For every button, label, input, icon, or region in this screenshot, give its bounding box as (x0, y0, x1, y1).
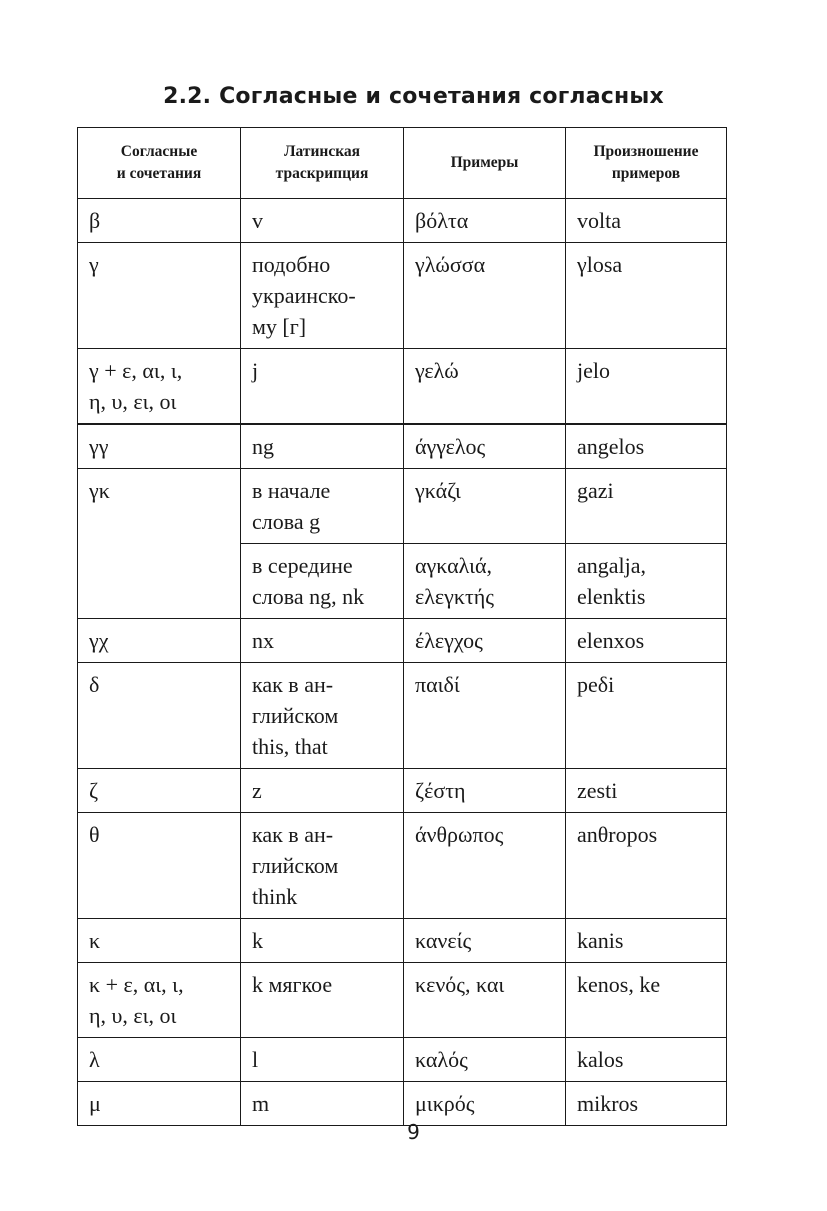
cell-line: γ + ε, αι, ι, (89, 358, 183, 383)
header-text: и сочетания (116, 165, 202, 182)
table-row (78, 813, 727, 919)
cell-letter: γκ (78, 469, 241, 619)
section-title: 2.2. Согласные и сочетания согласных (163, 84, 664, 109)
cell-line: в начале (252, 478, 331, 503)
header-text: Произношение (593, 143, 699, 160)
cell-example: κενός, και (404, 963, 566, 1038)
cell-line: му [г] (252, 314, 307, 339)
cell-letter: β (78, 199, 241, 243)
cell-line: αγκαλιά, (415, 553, 493, 578)
cell-line: глийском (252, 853, 339, 878)
table-row (78, 469, 727, 544)
cell-line: слова ng, nk (252, 584, 365, 609)
cell-letter: ζ (78, 769, 241, 813)
cell-line: слова g (252, 509, 321, 534)
cell-pronunciation: anθropos (566, 813, 727, 919)
cell-example: βόλτα (404, 199, 566, 243)
cell-pronunciation: volta (566, 199, 727, 243)
cell-line: подобно (252, 252, 331, 277)
header-examples (404, 128, 566, 199)
cell-pronunciation: elenxos (566, 619, 727, 663)
cell-example: παιδί (404, 663, 566, 769)
cell-letter: γγ (78, 424, 241, 469)
cell-letter: λ (78, 1038, 241, 1082)
cell-example: άνθρωπος (404, 813, 566, 919)
cell-translit (241, 813, 404, 919)
cell-line: this, that (252, 734, 328, 759)
cell-line: глийском (252, 703, 339, 728)
cell-example: έλεγχος (404, 619, 566, 663)
cell-line: angalja, (577, 553, 647, 578)
cell-line: η, υ, ει, οι (89, 389, 177, 414)
table-row (78, 349, 727, 425)
cell-translit: l (241, 1038, 404, 1082)
cell-pronunciation: angelos (566, 424, 727, 469)
header-text: траскрипция (275, 165, 369, 182)
cell-line: κ + ε, αι, ι, (89, 972, 184, 997)
cell-pronunciation: jelo (566, 349, 727, 425)
table-row (78, 1082, 727, 1126)
cell-pronunciation: zesti (566, 769, 727, 813)
cell-line: в середине (252, 553, 353, 578)
page-number: 9 (407, 1120, 420, 1144)
cell-translit: j (241, 349, 404, 425)
cell-pronunciation (566, 544, 727, 619)
cell-pronunciation: mikros (566, 1082, 727, 1126)
cell-line: η, υ, ει, οι (89, 1003, 177, 1028)
header-text: Согласные (120, 143, 198, 160)
cell-letter: μ (78, 1082, 241, 1126)
cell-line: think (252, 884, 298, 909)
header-text: примеров (611, 165, 681, 182)
cell-example: καλός (404, 1038, 566, 1082)
cell-example: γκάζι (404, 469, 566, 544)
header-text: Латинская (283, 143, 361, 160)
cell-translit (241, 469, 404, 544)
table-row (78, 919, 727, 963)
table-header-row (78, 128, 727, 199)
cell-letter: γ (78, 243, 241, 349)
cell-translit (241, 544, 404, 619)
cell-pronunciation: gazi (566, 469, 727, 544)
cell-pronunciation: peδi (566, 663, 727, 769)
table-row (78, 663, 727, 769)
cell-line: ελεγκτής (415, 584, 495, 609)
cell-example: άγγελος (404, 424, 566, 469)
cell-translit (241, 243, 404, 349)
cell-translit: ng (241, 424, 404, 469)
cell-translit: z (241, 769, 404, 813)
cell-letter (78, 963, 241, 1038)
header-transliteration (241, 128, 404, 199)
table-row (78, 424, 727, 469)
cell-line: elenktis (577, 584, 646, 609)
cell-letter: θ (78, 813, 241, 919)
cell-letter (78, 349, 241, 425)
cell-line: как в ан- (252, 822, 334, 847)
table-row (78, 619, 727, 663)
cell-line: как в ан- (252, 672, 334, 697)
cell-translit: k (241, 919, 404, 963)
cell-example: κανείς (404, 919, 566, 963)
header-consonants (78, 128, 241, 199)
cell-translit (241, 663, 404, 769)
table-row (78, 243, 727, 349)
cell-example (404, 544, 566, 619)
cell-pronunciation: kenos, ke (566, 963, 727, 1038)
cell-pronunciation: kalos (566, 1038, 727, 1082)
table-row (78, 199, 727, 243)
header-pronunciation (566, 128, 727, 199)
cell-pronunciation: γlosa (566, 243, 727, 349)
cell-translit: v (241, 199, 404, 243)
consonants-table (77, 127, 727, 1126)
cell-example: γελώ (404, 349, 566, 425)
cell-pronunciation: kanis (566, 919, 727, 963)
table-row (78, 769, 727, 813)
header-text: Примеры (450, 154, 519, 171)
cell-line: украинско- (252, 283, 356, 308)
cell-translit: nx (241, 619, 404, 663)
cell-example: γλώσσα (404, 243, 566, 349)
table-row (78, 1038, 727, 1082)
cell-example: μικρός (404, 1082, 566, 1126)
cell-translit: k мягкое (241, 963, 404, 1038)
cell-letter: δ (78, 663, 241, 769)
cell-translit: m (241, 1082, 404, 1126)
cell-letter: κ (78, 919, 241, 963)
table-row (78, 963, 727, 1038)
cell-letter: γχ (78, 619, 241, 663)
cell-example: ζέστη (404, 769, 566, 813)
